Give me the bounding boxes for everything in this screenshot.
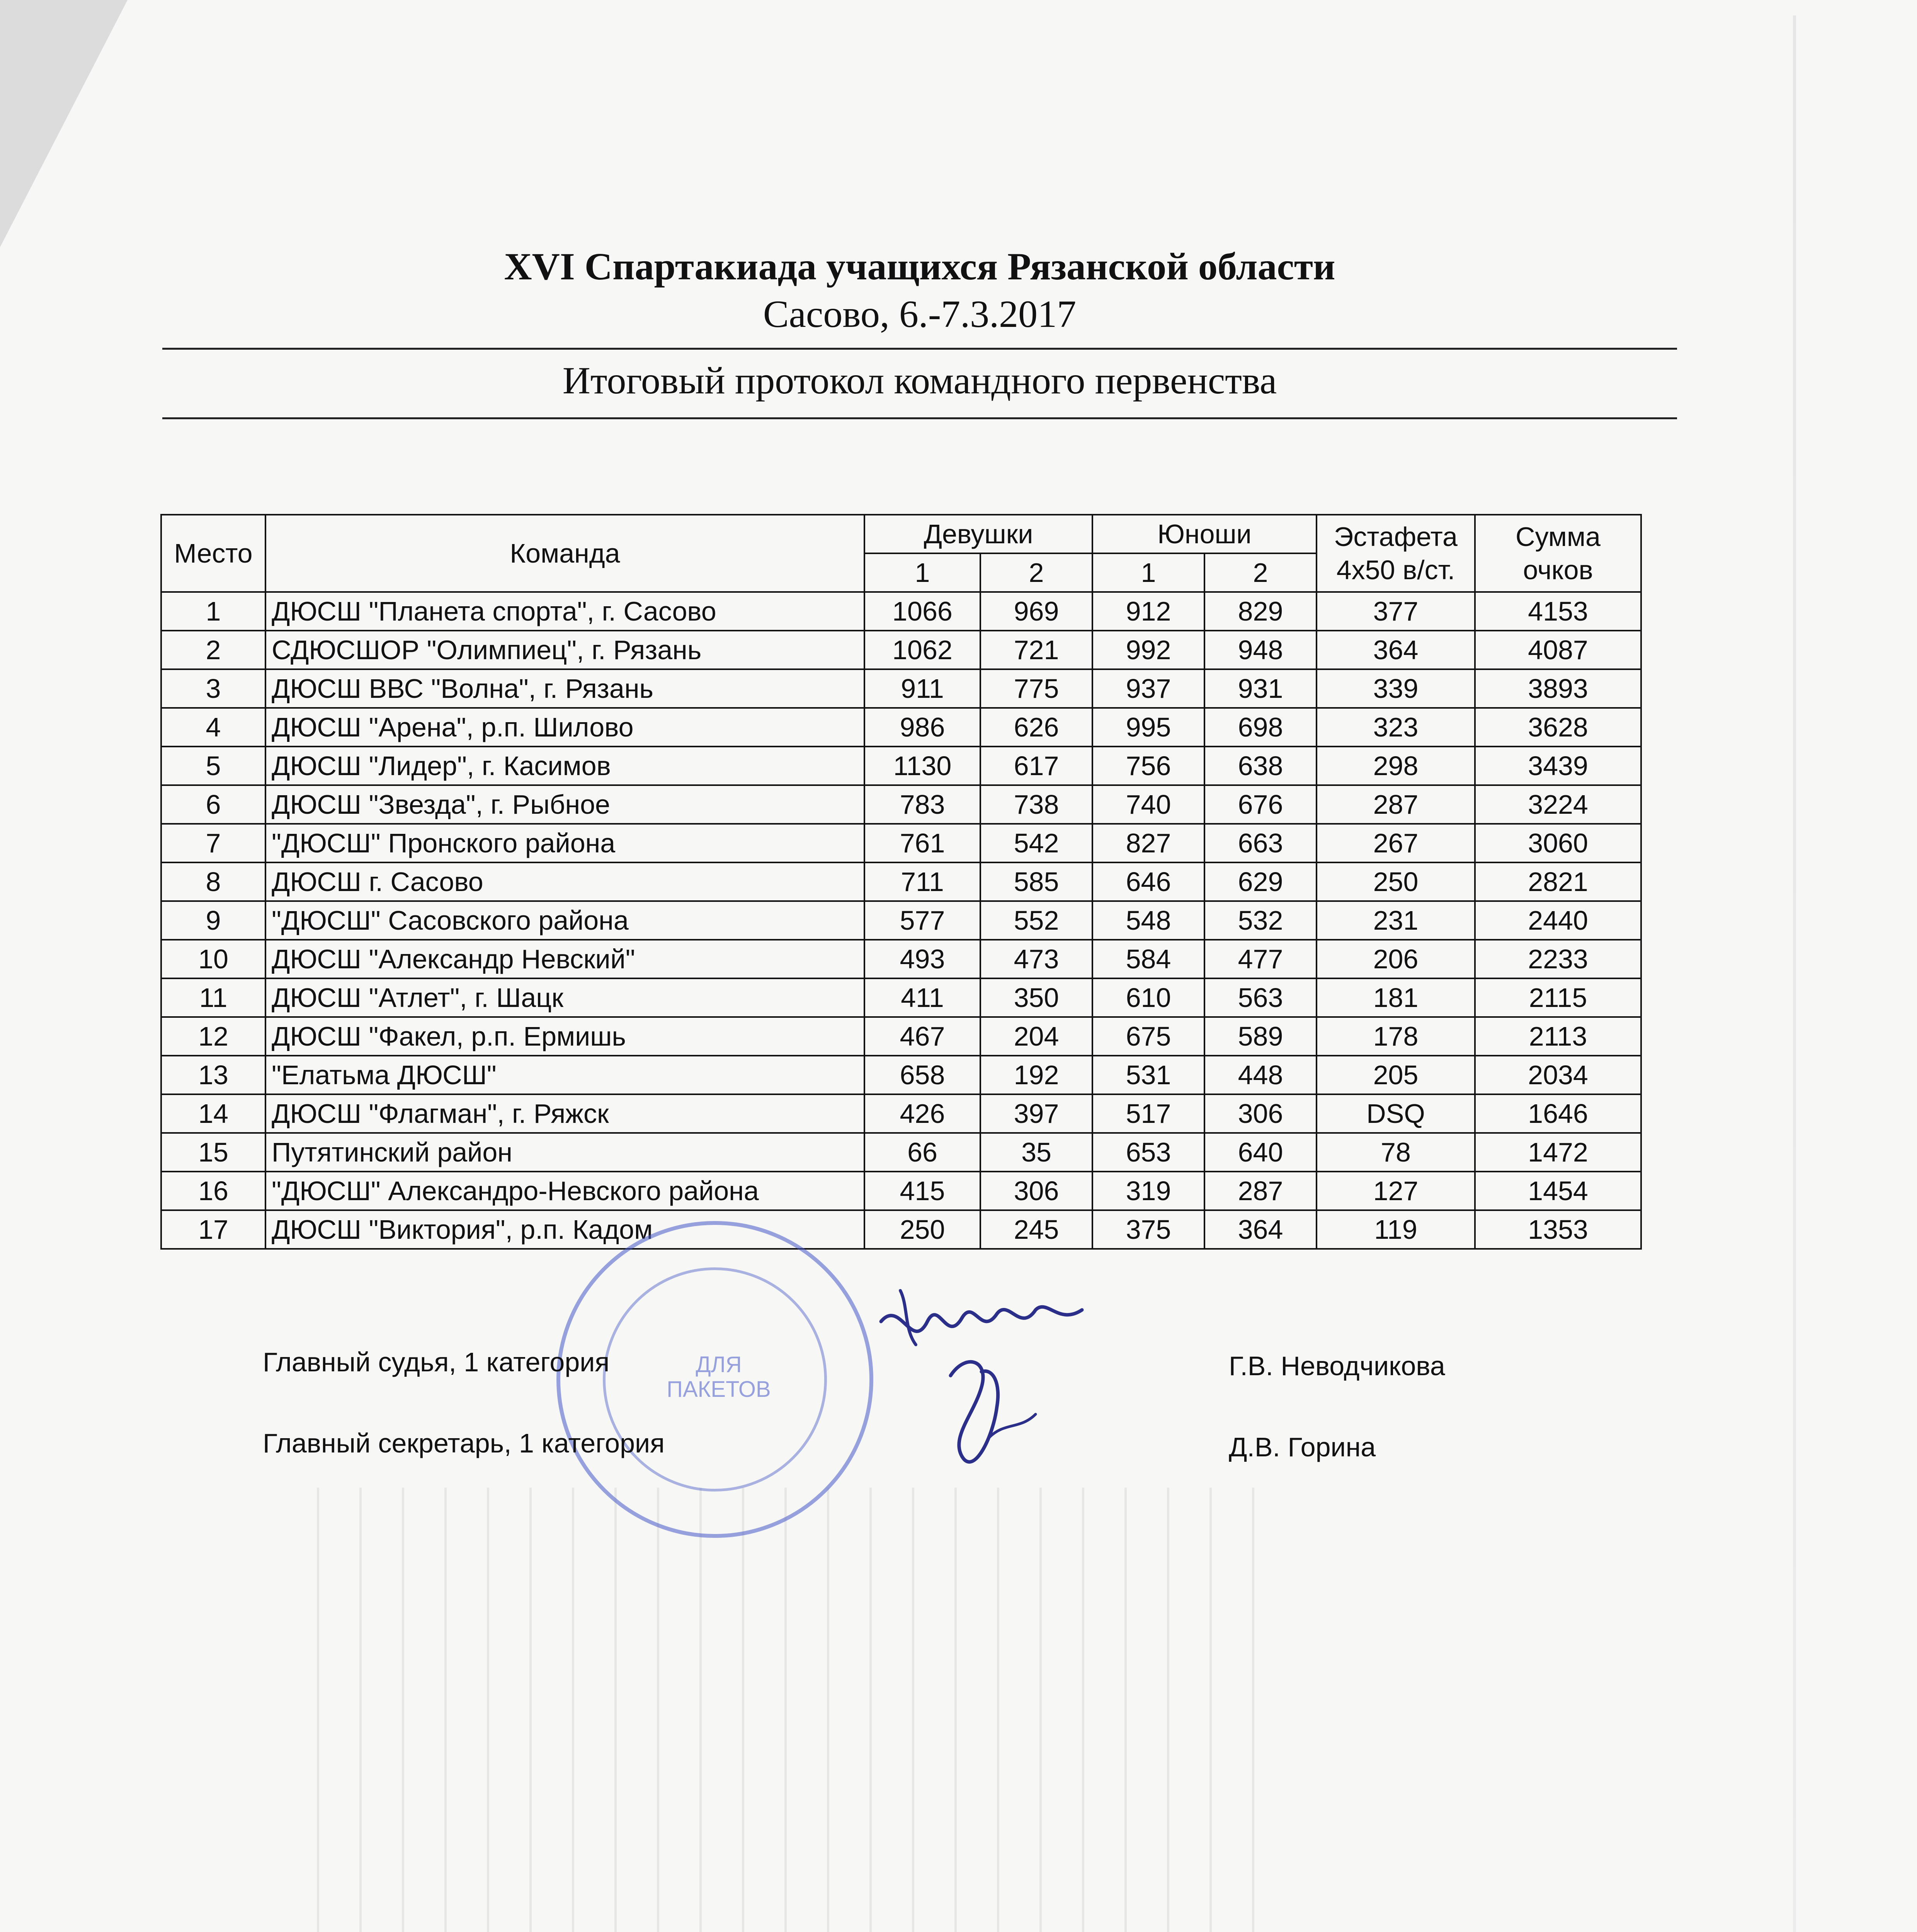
- total-cell: 1454: [1475, 1172, 1641, 1210]
- table-row: [161, 669, 1641, 708]
- relay-cell: 287: [1317, 785, 1475, 824]
- boys-2-cell: 676: [1204, 785, 1317, 824]
- relay-cell: 250: [1317, 862, 1475, 901]
- document-subtitle: Сасово, 6.-7.3.2017: [763, 293, 1077, 335]
- header-boys-1: 1: [1092, 553, 1204, 592]
- total-cell: 4153: [1475, 592, 1641, 631]
- handwritten-signatures: [866, 1275, 1105, 1492]
- relay-cell: 181: [1317, 978, 1475, 1017]
- total-cell: 2440: [1475, 901, 1641, 940]
- girls-1-cell: 577: [864, 901, 980, 940]
- girls-2-cell: 542: [980, 824, 1092, 862]
- boys-2-cell: 477: [1204, 940, 1317, 978]
- boys-2-cell: 698: [1204, 708, 1317, 747]
- place-cell: 3: [161, 669, 265, 708]
- girls-1-cell: 467: [864, 1017, 980, 1056]
- team-cell: СДЮСШОР "Олимпиец", г. Рязань: [265, 631, 864, 669]
- boys-2-cell: 948: [1204, 631, 1317, 669]
- table-row: [161, 1133, 1641, 1172]
- reverse-side-bleed-through: [317, 1488, 1283, 1932]
- boys-2-cell: 448: [1204, 1056, 1317, 1094]
- girls-1-cell: 761: [864, 824, 980, 862]
- table-row: [161, 1017, 1641, 1056]
- total-cell: 3893: [1475, 669, 1641, 708]
- girls-2-cell: 721: [980, 631, 1092, 669]
- stamp-center-text: ДЛЯ ПАКЕТОВ: [667, 1352, 771, 1402]
- relay-cell: 78: [1317, 1133, 1475, 1172]
- header-team: Команда: [265, 515, 864, 592]
- total-cell: 1646: [1475, 1094, 1641, 1133]
- place-cell: 15: [161, 1133, 265, 1172]
- header-girls: Девушки: [864, 515, 1092, 553]
- total-cell: 3628: [1475, 708, 1641, 747]
- boys-2-cell: 629: [1204, 862, 1317, 901]
- team-cell: ДЮСШ "Арена", р.п. Шилово: [265, 708, 864, 747]
- team-cell: Путятинский район: [265, 1133, 864, 1172]
- girls-2-cell: 204: [980, 1017, 1092, 1056]
- boys-2-cell: 589: [1204, 1017, 1317, 1056]
- relay-cell: DSQ: [1317, 1094, 1475, 1133]
- girls-2-cell: 245: [980, 1210, 1092, 1249]
- table-row: [161, 1056, 1641, 1094]
- girls-2-cell: 617: [980, 747, 1092, 785]
- girls-1-cell: 493: [864, 940, 980, 978]
- girls-1-cell: 783: [864, 785, 980, 824]
- boys-1-cell: 653: [1092, 1133, 1204, 1172]
- girls-2-cell: 969: [980, 592, 1092, 631]
- table-row: [161, 592, 1641, 631]
- total-cell: 1353: [1475, 1210, 1641, 1249]
- boys-2-cell: 287: [1204, 1172, 1317, 1210]
- team-cell: ДЮСШ "Флагман", г. Ряжск: [265, 1094, 864, 1133]
- boys-1-cell: 992: [1092, 631, 1204, 669]
- team-cell: "ДЮСШ" Сасовского района: [265, 901, 864, 940]
- judge-name: Г.В. Неводчикова: [1229, 1351, 1445, 1381]
- girls-1-cell: 66: [864, 1133, 980, 1172]
- place-cell: 6: [161, 785, 265, 824]
- total-cell: 2115: [1475, 978, 1641, 1017]
- relay-cell: 205: [1317, 1056, 1475, 1094]
- boys-1-cell: 740: [1092, 785, 1204, 824]
- girls-2-cell: 775: [980, 669, 1092, 708]
- header-relay-label: Эстафета 4х50 в/ст.: [1334, 522, 1458, 585]
- team-cell: "ДЮСШ" Пронского района: [265, 824, 864, 862]
- place-cell: 1: [161, 592, 265, 631]
- relay-cell: 298: [1317, 747, 1475, 785]
- total-cell: 3224: [1475, 785, 1641, 824]
- document-title: XVI Спартакиада учащихся Рязанской области: [504, 245, 1335, 288]
- boys-2-cell: 640: [1204, 1133, 1317, 1172]
- boys-1-cell: 517: [1092, 1094, 1204, 1133]
- boys-1-cell: 995: [1092, 708, 1204, 747]
- boys-1-cell: 912: [1092, 592, 1204, 631]
- official-stamp: [556, 1221, 873, 1538]
- girls-1-cell: 986: [864, 708, 980, 747]
- team-cell: ДЮСШ "Виктория", р.п. Кадом: [265, 1210, 864, 1249]
- girls-2-cell: 738: [980, 785, 1092, 824]
- boys-1-cell: 319: [1092, 1172, 1204, 1210]
- girls-1-cell: 658: [864, 1056, 980, 1094]
- boys-1-cell: 827: [1092, 824, 1204, 862]
- relay-cell: 119: [1317, 1210, 1475, 1249]
- boys-1-cell: 584: [1092, 940, 1204, 978]
- paper-fold-corner: [0, 0, 128, 247]
- total-cell: 4087: [1475, 631, 1641, 669]
- team-cell: ДЮСШ "Факел, р.п. Ермишь: [265, 1017, 864, 1056]
- place-cell: 16: [161, 1172, 265, 1210]
- girls-1-cell: 1130: [864, 747, 980, 785]
- girls-2-cell: 350: [980, 978, 1092, 1017]
- place-cell: 9: [161, 901, 265, 940]
- team-cell: ДЮСШ "Атлет", г. Шацк: [265, 978, 864, 1017]
- girls-2-cell: 192: [980, 1056, 1092, 1094]
- boys-2-cell: 638: [1204, 747, 1317, 785]
- team-cell: ДЮСШ г. Сасово: [265, 862, 864, 901]
- boys-2-cell: 532: [1204, 901, 1317, 940]
- relay-cell: 364: [1317, 631, 1475, 669]
- relay-cell: 231: [1317, 901, 1475, 940]
- boys-1-cell: 531: [1092, 1056, 1204, 1094]
- protocol-title: Итоговый протокол командного первенства: [562, 359, 1277, 402]
- boys-2-cell: 931: [1204, 669, 1317, 708]
- relay-cell: 267: [1317, 824, 1475, 862]
- boys-2-cell: 306: [1204, 1094, 1317, 1133]
- team-cell: "Елатьма ДЮСШ": [265, 1056, 864, 1094]
- total-cell: 1472: [1475, 1133, 1641, 1172]
- girls-1-cell: 1066: [864, 592, 980, 631]
- table-row: [161, 631, 1641, 669]
- table-row: [161, 824, 1641, 862]
- girls-2-cell: 473: [980, 940, 1092, 978]
- girls-1-cell: 411: [864, 978, 980, 1017]
- boys-1-cell: 548: [1092, 901, 1204, 940]
- place-cell: 17: [161, 1210, 265, 1249]
- total-cell: 3439: [1475, 747, 1641, 785]
- table-row: [161, 747, 1641, 785]
- table-row: [161, 708, 1641, 747]
- boys-1-cell: 675: [1092, 1017, 1204, 1056]
- girls-2-cell: 397: [980, 1094, 1092, 1133]
- header-total: [1475, 515, 1641, 592]
- boys-2-cell: 563: [1204, 978, 1317, 1017]
- table-row: [161, 785, 1641, 824]
- boys-1-cell: 937: [1092, 669, 1204, 708]
- paper-edge-shadow: [1793, 15, 1796, 1932]
- boys-1-cell: 646: [1092, 862, 1204, 901]
- results-table: [160, 514, 1642, 1250]
- relay-cell: 339: [1317, 669, 1475, 708]
- team-cell: ДЮСШ "Звезда", г. Рыбное: [265, 785, 864, 824]
- results-body: [161, 592, 1641, 1249]
- header-relay: [1317, 515, 1475, 592]
- boys-2-cell: 829: [1204, 592, 1317, 631]
- header-place: Место: [161, 515, 265, 592]
- header-divider-top: [162, 348, 1677, 350]
- team-cell: ДЮСШ "Лидер", г. Касимов: [265, 747, 864, 785]
- total-cell: 2233: [1475, 940, 1641, 978]
- place-cell: 10: [161, 940, 265, 978]
- table-row: [161, 1094, 1641, 1133]
- place-cell: 7: [161, 824, 265, 862]
- girls-2-cell: 585: [980, 862, 1092, 901]
- girls-1-cell: 426: [864, 1094, 980, 1133]
- relay-cell: 127: [1317, 1172, 1475, 1210]
- total-cell: 2034: [1475, 1056, 1641, 1094]
- secretary-name: Д.В. Горина: [1229, 1432, 1376, 1462]
- team-cell: ДЮСШ "Планета спорта", г. Сасово: [265, 592, 864, 631]
- boys-1-cell: 375: [1092, 1210, 1204, 1249]
- boys-2-cell: 663: [1204, 824, 1317, 862]
- judge-role: Главный судья, 1 категория: [263, 1347, 610, 1377]
- girls-2-cell: 306: [980, 1172, 1092, 1210]
- place-cell: 13: [161, 1056, 265, 1094]
- girls-1-cell: 711: [864, 862, 980, 901]
- header-boys: Юноши: [1092, 515, 1317, 553]
- boys-1-cell: 756: [1092, 747, 1204, 785]
- total-cell: 3060: [1475, 824, 1641, 862]
- header-boys-2: 2: [1204, 553, 1317, 592]
- place-cell: 11: [161, 978, 265, 1017]
- relay-cell: 323: [1317, 708, 1475, 747]
- girls-2-cell: 552: [980, 901, 1092, 940]
- place-cell: 8: [161, 862, 265, 901]
- header-divider-bottom: [162, 417, 1677, 419]
- total-cell: 2821: [1475, 862, 1641, 901]
- girls-2-cell: 626: [980, 708, 1092, 747]
- table-row: [161, 1172, 1641, 1210]
- place-cell: 12: [161, 1017, 265, 1056]
- table-row: [161, 940, 1641, 978]
- girls-2-cell: 35: [980, 1133, 1092, 1172]
- place-cell: 2: [161, 631, 265, 669]
- team-cell: ДЮСШ "Александр Невский": [265, 940, 864, 978]
- header-total-label: Сумма очков: [1516, 522, 1601, 585]
- girls-1-cell: 415: [864, 1172, 980, 1210]
- table-row: [161, 901, 1641, 940]
- document-header: [162, 243, 1677, 335]
- girls-1-cell: 911: [864, 669, 980, 708]
- header-girls-2: 2: [980, 553, 1092, 592]
- place-cell: 14: [161, 1094, 265, 1133]
- relay-cell: 206: [1317, 940, 1475, 978]
- boys-1-cell: 610: [1092, 978, 1204, 1017]
- total-cell: 2113: [1475, 1017, 1641, 1056]
- team-cell: "ДЮСШ" Александро-Невского района: [265, 1172, 864, 1210]
- relay-cell: 178: [1317, 1017, 1475, 1056]
- table-row: [161, 862, 1641, 901]
- girls-1-cell: 250: [864, 1210, 980, 1249]
- table-row: [161, 1210, 1641, 1249]
- secretary-role: Главный секретарь, 1 категория: [263, 1428, 665, 1458]
- table-row: [161, 978, 1641, 1017]
- header-girls-1: 1: [864, 553, 980, 592]
- girls-1-cell: 1062: [864, 631, 980, 669]
- place-cell: 5: [161, 747, 265, 785]
- place-cell: 4: [161, 708, 265, 747]
- team-cell: ДЮСШ ВВС "Волна", г. Рязань: [265, 669, 864, 708]
- boys-2-cell: 364: [1204, 1210, 1317, 1249]
- relay-cell: 377: [1317, 592, 1475, 631]
